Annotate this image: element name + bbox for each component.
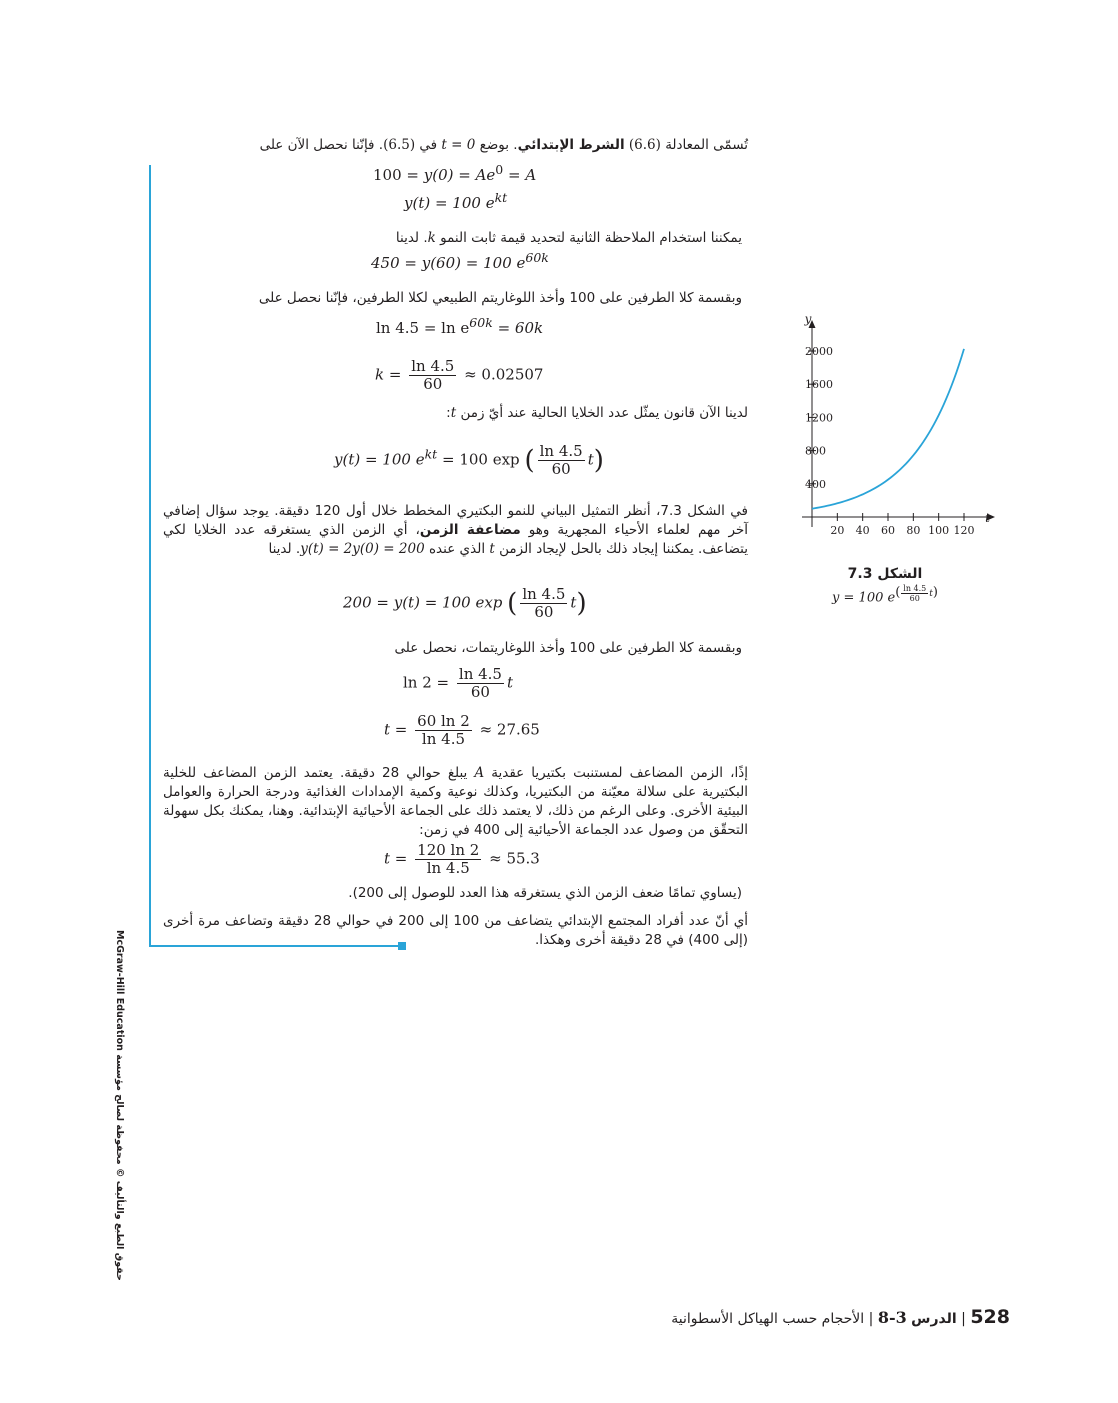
paragraph-conclusion: إذًا، الزمن المضاعف لمستنبت بكتيريا عقدية A يبلغ حوالي 28 دقيقة. يعتمد الزمن المضاعف للخلية البكتيرية على سلالة معيّنة من البكتيريا، وكذلك نوعية وكمية الإمدادات الغذائية ودرجة الحرارة والعوامل البيئية الأخرى. وعلى الرغم من ذلك، لا يعتمد ذلك على الجماعة الأحيائية الإبتدائية. وهنا، يمكنك بكل سهولة التحقّق من وصول عدد الجماعة الأحيائية إلى 400 في زمن: <box>163 765 748 838</box>
growth-chart <box>760 305 1010 545</box>
figure-caption-title: الشكل 7.3 <box>847 566 923 582</box>
page-footer <box>671 1306 1010 1328</box>
paragraph-law: لدينا الآن قانون يمثّل عدد الخلايا الحالية عند أيّ زمن t: <box>446 405 748 421</box>
paragraph-divide-log: وبقسمة كلا الطرفين على 100 وأخذ اللوغاريتم الطبيعي لكلا الطرفين، فإنّنا نحصل على <box>258 290 742 306</box>
x-tick-label: 100 <box>928 524 950 537</box>
paragraph-growth-constant: يمكننا استخدام الملاحظة الثانية لتحديد قيمة ثابت النمو k. لدينا <box>395 230 742 246</box>
x-tick-label: 20 <box>830 524 845 537</box>
y-tick-label: 1600 <box>805 378 833 392</box>
figure-caption-formula: y = 100 $e^{( \frac{\ln 4.5}{60} t)}$ <box>832 584 938 606</box>
y-tick-label: 800 <box>805 444 826 458</box>
equation-200: 200 = y(t) = 100 exp ( $\frac{\ln 4.5}{60}$ t) <box>343 585 587 621</box>
y-tick-label: 1200 <box>805 411 833 425</box>
paragraph-take-logs: وبقسمة كلا الطرفين على 100 وأخذ اللوغاريتمات، نحصل على <box>394 640 742 656</box>
x-tick-label: 60 <box>881 524 895 537</box>
growth-curve <box>812 349 964 509</box>
footer-separator-2: | <box>868 1311 874 1327</box>
equation-t-400: t = $\frac{120 \ln 2}{\ln 4.5}$ ≈ 55.3 <box>384 841 540 877</box>
x-axis-label: t <box>985 511 990 525</box>
copyright-vertical: حقوق الطبع والتأليف © محفوظة لصالح مؤسسة McGraw-Hill Education <box>114 930 125 1281</box>
y-axis-label: y <box>804 312 812 326</box>
x-tick-label: 40 <box>855 524 870 537</box>
paragraph-initial-condition: تُسمّى المعادلة (6.6) الشرط الإبتدائي. بوضع t = 0 في (6.5). فإنّنا نحصل الآن على <box>259 137 748 153</box>
equation-initial-value: $100 = y(0) = Ae^0 = A$ <box>373 162 537 184</box>
paragraph-doubling-time: في الشكل 7.3، أنظر التمثيل البياني للنمو البكتيري المخطط خلال أول 120 دقيقة. يوجد سؤال إضافي آخر مهم لعلماء الأحياء المجهرية وهو مضاعفة الزمن، أي الزمن الذي يستغرقه عدد الخلايا لكي يتضاعف. يمكننا إيجاد ذلك بالحل لإيجاد الزمن t الذي عنده y(t) = 2y(0) = 200. لدينا <box>163 503 749 557</box>
equation-t-doubling: t = $\frac{60 \ln 2}{\ln 4.5}$ ≈ 27.65 <box>384 712 540 748</box>
equation-model: y(t) = 100 $e^{kt}$ <box>404 190 508 212</box>
equation-450: 450 = y(60) = 100 $e^{60k}$ <box>371 250 549 272</box>
y-tick-label: 2000 <box>805 345 833 358</box>
page-number: 528 <box>970 1306 1010 1328</box>
lesson-title: الأحجام حسب الهياكل الأسطوانية <box>671 1311 865 1327</box>
figure-caption <box>830 566 940 605</box>
lesson-number: 8-3 <box>877 1308 907 1327</box>
footer-separator: | <box>961 1311 966 1327</box>
margin-rule-vertical <box>149 165 151 947</box>
lesson-label: الدرس <box>911 1311 957 1327</box>
y-tick-label: 400 <box>805 477 826 491</box>
x-tick-label: 80 <box>906 524 921 537</box>
paragraph-twice-time: (يساوي تمامًا ضعف الزمن الذي يستغرقه هذا العدد للوصول إلى 200). <box>348 885 742 901</box>
x-tick-label: 120 <box>953 524 975 537</box>
paragraph-summary: أي أنّ عدد أفراد المجتمع الإبتدائي يتضاعف من 100 إلى 200 في حوالي 28 دقيقة وتضاعف مرة أخرى (إلى 400) في 28 دقيقة أخرى وهكذا. <box>163 913 749 948</box>
equation-law: y(t) = 100 $e^{kt} = 100$ exp ( $\frac{\ln 4.5}{60}$ t) <box>334 442 604 478</box>
equation-ln2: ln 2 = $\frac{\ln 4.5}{60}$ t <box>403 665 514 701</box>
equation-ln: $\ln 4.5 = \ln e^{60k} = 60k$ <box>376 315 544 337</box>
equation-k-value: k = $\frac{\ln 4.5}{60}$ ≈ 0.02507 <box>375 357 544 393</box>
